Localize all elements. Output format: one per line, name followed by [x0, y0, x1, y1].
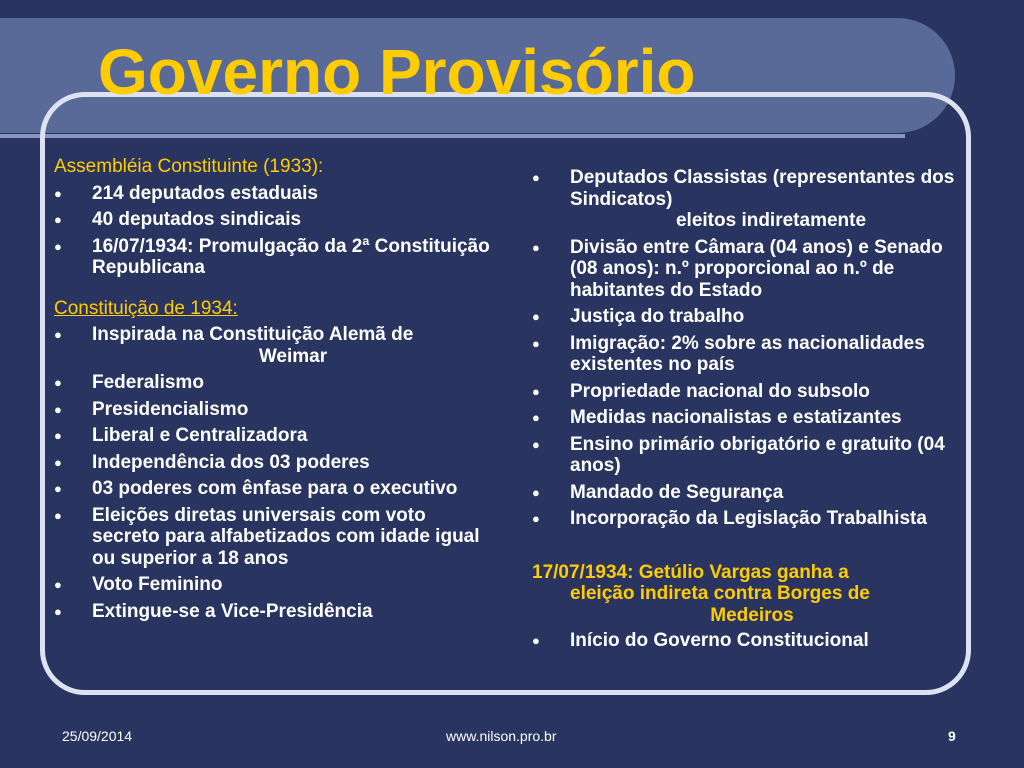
weimar-line-2: Weimar	[258, 345, 328, 367]
list-item: ● 16/07/1934: Promulgação da 2ª Constituição Republicana	[54, 236, 494, 279]
right-list	[532, 167, 972, 530]
list-item	[532, 167, 972, 232]
left-column	[54, 156, 494, 622]
right-column	[532, 167, 972, 652]
list-item: ● Federalismo	[54, 372, 494, 394]
list-item	[54, 324, 494, 367]
list-item: ● Liberal e Centralizadora	[54, 425, 494, 447]
list-item: ● Imigração: 2% sobre as nacionalidades existentes no país	[532, 333, 972, 376]
constituicao-list	[54, 324, 494, 622]
classistas-line-1: Deputados Classistas (representantes dos Sindicatos)	[570, 167, 955, 210]
list-item: ● Divisão entre Câmara (04 anos) e Senado (08 anos): n.º proporcional ao n.º de habitantes do Estado	[532, 237, 972, 302]
list-item: ● Extingue-se a Vice-Presidência	[54, 601, 494, 623]
list-item: ● Eleições diretas universais com voto secreto para alfabetizados com idade igual ou superior a 18 anos	[54, 505, 494, 570]
weimar-line-1: Inspirada na Constituição Alemã de	[92, 324, 414, 345]
list-item: ● Mandado de Segurança	[532, 482, 972, 504]
list-item: ● Presidencialismo	[54, 399, 494, 421]
slide-title: Governo Provisório	[98, 36, 696, 108]
list-item: ● 40 deputados sindicais	[54, 209, 494, 231]
footer-url: www.nilson.pro.br	[446, 728, 557, 744]
list-item: ● Incorporação da Legislação Trabalhista	[532, 508, 972, 530]
list-item: ● Propriedade nacional do subsolo	[532, 381, 972, 403]
list-item: ● Medidas nacionalistas e estatizantes	[532, 407, 972, 429]
list-item: ● Justiça do trabalho	[532, 306, 972, 328]
list-item: ● Ensino primário obrigatório e gratuito (04 anos)	[532, 434, 972, 477]
assembleia-list	[54, 183, 494, 279]
vargas-line-1: 17/07/1934: Getúlio Vargas ganha a	[532, 561, 849, 583]
footer-date: 25/09/2014	[62, 728, 133, 744]
list-item: ● 214 deputados estaduais	[54, 183, 494, 205]
list-item: ● Início do Governo Constitucional	[532, 630, 972, 652]
list-item: ● 03 poderes com ênfase para o executivo	[54, 478, 494, 500]
classistas-line-2: eleitos indiretamente	[675, 210, 867, 231]
final-list	[532, 630, 972, 652]
list-item: ● Voto Feminino	[54, 574, 494, 596]
assembleia-heading: Assembléia Constituinte (1933):	[54, 156, 324, 177]
vargas-note	[532, 562, 972, 627]
list-item: ● Independência dos 03 poderes	[54, 452, 494, 474]
vargas-line-3: Medeiros	[710, 604, 794, 626]
constituicao-heading: Constituição de 1934:	[54, 297, 238, 319]
vargas-line-2: eleição indireta contra Borges de	[570, 583, 870, 604]
page-number: 9	[948, 728, 956, 744]
